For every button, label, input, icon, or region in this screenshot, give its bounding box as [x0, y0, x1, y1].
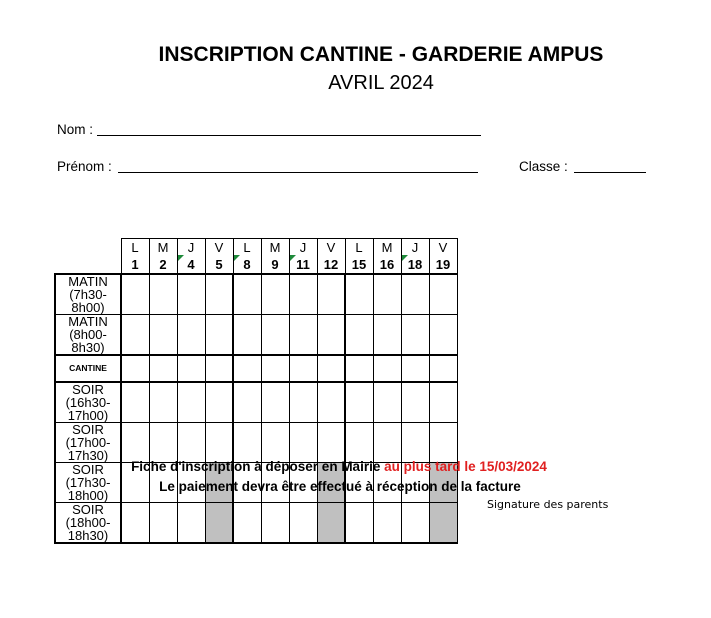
slot-cell[interactable] [177, 315, 205, 356]
prenom-field[interactable] [118, 172, 478, 173]
registration-grid [54, 238, 458, 544]
slot-cell[interactable] [177, 355, 205, 382]
slot-cell[interactable] [205, 423, 233, 463]
row-label [55, 315, 121, 356]
row-label [55, 274, 121, 315]
slot-cell[interactable] [233, 355, 261, 382]
slot-cell[interactable] [121, 355, 149, 382]
day-number-text: 5 [215, 256, 223, 272]
slot-cell[interactable] [289, 355, 317, 382]
slot-cell[interactable] [317, 315, 345, 356]
day-number [261, 255, 289, 274]
slot-cell[interactable] [429, 315, 457, 356]
slot-cell[interactable] [233, 503, 261, 544]
classe-label: Classe : [519, 159, 568, 174]
slot-cell[interactable] [177, 382, 205, 423]
comment-marker-icon [178, 255, 184, 261]
day-number-text: 16 [379, 256, 395, 272]
day-letter: J [177, 239, 205, 256]
table-row [55, 355, 457, 382]
slot-cell[interactable] [205, 382, 233, 423]
day-number-text: 19 [435, 256, 451, 272]
day-number-text: 2 [159, 256, 167, 272]
table-row [55, 382, 457, 423]
row-label-line1: CANTINE [69, 363, 107, 374]
slot-cell[interactable] [345, 274, 373, 315]
row-label-line1: MATIN [68, 274, 108, 289]
day-number-text: 18 [407, 256, 423, 272]
slot-cell[interactable] [345, 382, 373, 423]
slot-cell[interactable] [149, 355, 177, 382]
table-row [55, 315, 457, 356]
nom-label: Nom : [57, 122, 94, 137]
slot-cell[interactable] [261, 315, 289, 356]
slot-cell[interactable] [233, 423, 261, 463]
slot-cell[interactable] [261, 355, 289, 382]
day-number [317, 255, 345, 274]
day-number-text: 9 [271, 256, 279, 272]
row-label-line1: SOIR [72, 502, 104, 517]
day-number-text: 8 [243, 256, 251, 272]
day-number [289, 255, 317, 274]
slot-cell[interactable] [429, 274, 457, 315]
row-label-line2: (17h00-17h30) [65, 435, 111, 463]
slot-cell[interactable] [317, 355, 345, 382]
slot-cell[interactable] [373, 355, 401, 382]
classe-field[interactable] [574, 172, 646, 173]
slot-cell[interactable] [317, 382, 345, 423]
slot-cell[interactable] [205, 355, 233, 382]
slot-cell[interactable] [177, 503, 205, 544]
row-label-line2: (17h30-18h00) [65, 475, 111, 503]
day-number [149, 255, 177, 274]
slot-cell[interactable] [373, 315, 401, 356]
table-row [55, 503, 457, 544]
day-letter: J [401, 239, 429, 256]
grid-corner [55, 239, 121, 275]
payment-note: Le paiement devra être effectué à réception de la facture [159, 479, 521, 494]
day-number [345, 255, 373, 274]
unavailable-cell [205, 503, 233, 544]
slot-cell[interactable] [205, 274, 233, 315]
slot-cell[interactable] [261, 503, 289, 544]
slot-cell[interactable] [401, 274, 429, 315]
slot-cell[interactable] [149, 382, 177, 423]
comment-marker-icon [402, 255, 408, 261]
parent-signature-label: Signature des parents [487, 498, 609, 511]
slot-cell[interactable] [401, 355, 429, 382]
slot-cell[interactable] [233, 274, 261, 315]
unavailable-cell [317, 503, 345, 544]
slot-cell[interactable] [121, 503, 149, 544]
slot-cell[interactable] [149, 315, 177, 356]
day-number-text: 12 [323, 256, 339, 272]
slot-cell[interactable] [401, 423, 429, 463]
day-number [429, 255, 457, 274]
slot-cell[interactable] [429, 382, 457, 423]
slot-cell[interactable] [121, 274, 149, 315]
row-label [55, 423, 121, 463]
slot-cell[interactable] [149, 274, 177, 315]
day-letter: M [261, 239, 289, 256]
deadline-date: au plus tard le 15/03/2024 [384, 459, 547, 474]
row-label-line2: (7h30-8h00) [69, 287, 107, 315]
day-letter: V [205, 239, 233, 256]
row-label-line2: (8h00-8h30) [69, 327, 107, 355]
row-label-line1: MATIN [68, 314, 108, 329]
slot-cell[interactable] [121, 382, 149, 423]
slot-cell[interactable] [121, 315, 149, 356]
comment-marker-icon [290, 255, 296, 261]
slot-cell[interactable] [121, 423, 149, 463]
slot-cell[interactable] [373, 274, 401, 315]
slot-cell[interactable] [345, 503, 373, 544]
slot-cell[interactable] [261, 423, 289, 463]
day-number-text: 4 [187, 256, 195, 272]
day-letter: L [233, 239, 261, 256]
day-number [121, 255, 149, 274]
slot-cell[interactable] [289, 315, 317, 356]
unavailable-cell [429, 503, 457, 544]
day-number-text: 1 [131, 256, 139, 272]
slot-cell[interactable] [289, 423, 317, 463]
slot-cell[interactable] [429, 423, 457, 463]
day-number [373, 255, 401, 274]
nom-field[interactable] [97, 135, 481, 136]
slot-cell[interactable] [373, 423, 401, 463]
day-letter: M [373, 239, 401, 256]
deadline-note-text: Fiche d'inscription à déposer en Mairie [131, 459, 385, 474]
slot-cell[interactable] [401, 503, 429, 544]
slot-cell[interactable] [177, 274, 205, 315]
slot-cell[interactable] [177, 423, 205, 463]
day-number [177, 255, 205, 274]
day-letter: V [429, 239, 457, 256]
slot-cell[interactable] [401, 315, 429, 356]
slot-cell[interactable] [233, 315, 261, 356]
row-label-line2: (16h30-17h00) [65, 395, 111, 423]
day-letter: J [289, 239, 317, 256]
slot-cell[interactable] [429, 355, 457, 382]
slot-cell[interactable] [373, 382, 401, 423]
row-label-line1: SOIR [72, 382, 104, 397]
day-number-text: 15 [351, 256, 367, 272]
row-label-line1: SOIR [72, 422, 104, 437]
slot-cell[interactable] [317, 274, 345, 315]
document-title: INSCRIPTION CANTINE - GARDERIE AMPUS [158, 43, 604, 66]
table-row [55, 423, 457, 463]
table-row [55, 274, 457, 315]
row-label [55, 382, 121, 423]
slot-cell[interactable] [345, 355, 373, 382]
day-letter: M [149, 239, 177, 256]
row-label-line2: (18h00-18h30) [65, 515, 111, 543]
day-number [205, 255, 233, 274]
day-number [233, 255, 261, 274]
slot-cell[interactable] [289, 274, 317, 315]
deadline-note [0, 459, 678, 474]
slot-cell[interactable] [149, 423, 177, 463]
slot-cell[interactable] [261, 274, 289, 315]
prenom-label: Prénom : [57, 159, 112, 174]
slot-cell[interactable] [345, 315, 373, 356]
slot-cell[interactable] [373, 503, 401, 544]
day-number-text: 11 [296, 256, 310, 272]
slot-cell[interactable] [205, 315, 233, 356]
slot-cell[interactable] [149, 503, 177, 544]
slot-cell[interactable] [289, 503, 317, 544]
day-letter: L [121, 239, 149, 256]
row-label [55, 355, 121, 382]
slot-cell[interactable] [261, 382, 289, 423]
slot-cell[interactable] [317, 423, 345, 463]
day-number [401, 255, 429, 274]
slot-cell[interactable] [401, 382, 429, 423]
document-month: AVRIL 2024 [328, 72, 434, 94]
day-letter: V [317, 239, 345, 256]
slot-cell[interactable] [345, 423, 373, 463]
row-label-line1: SOIR [72, 462, 104, 477]
row-label [55, 503, 121, 544]
comment-marker-icon [234, 255, 240, 261]
slot-cell[interactable] [233, 382, 261, 423]
day-letter: L [345, 239, 373, 256]
slot-cell[interactable] [289, 382, 317, 423]
